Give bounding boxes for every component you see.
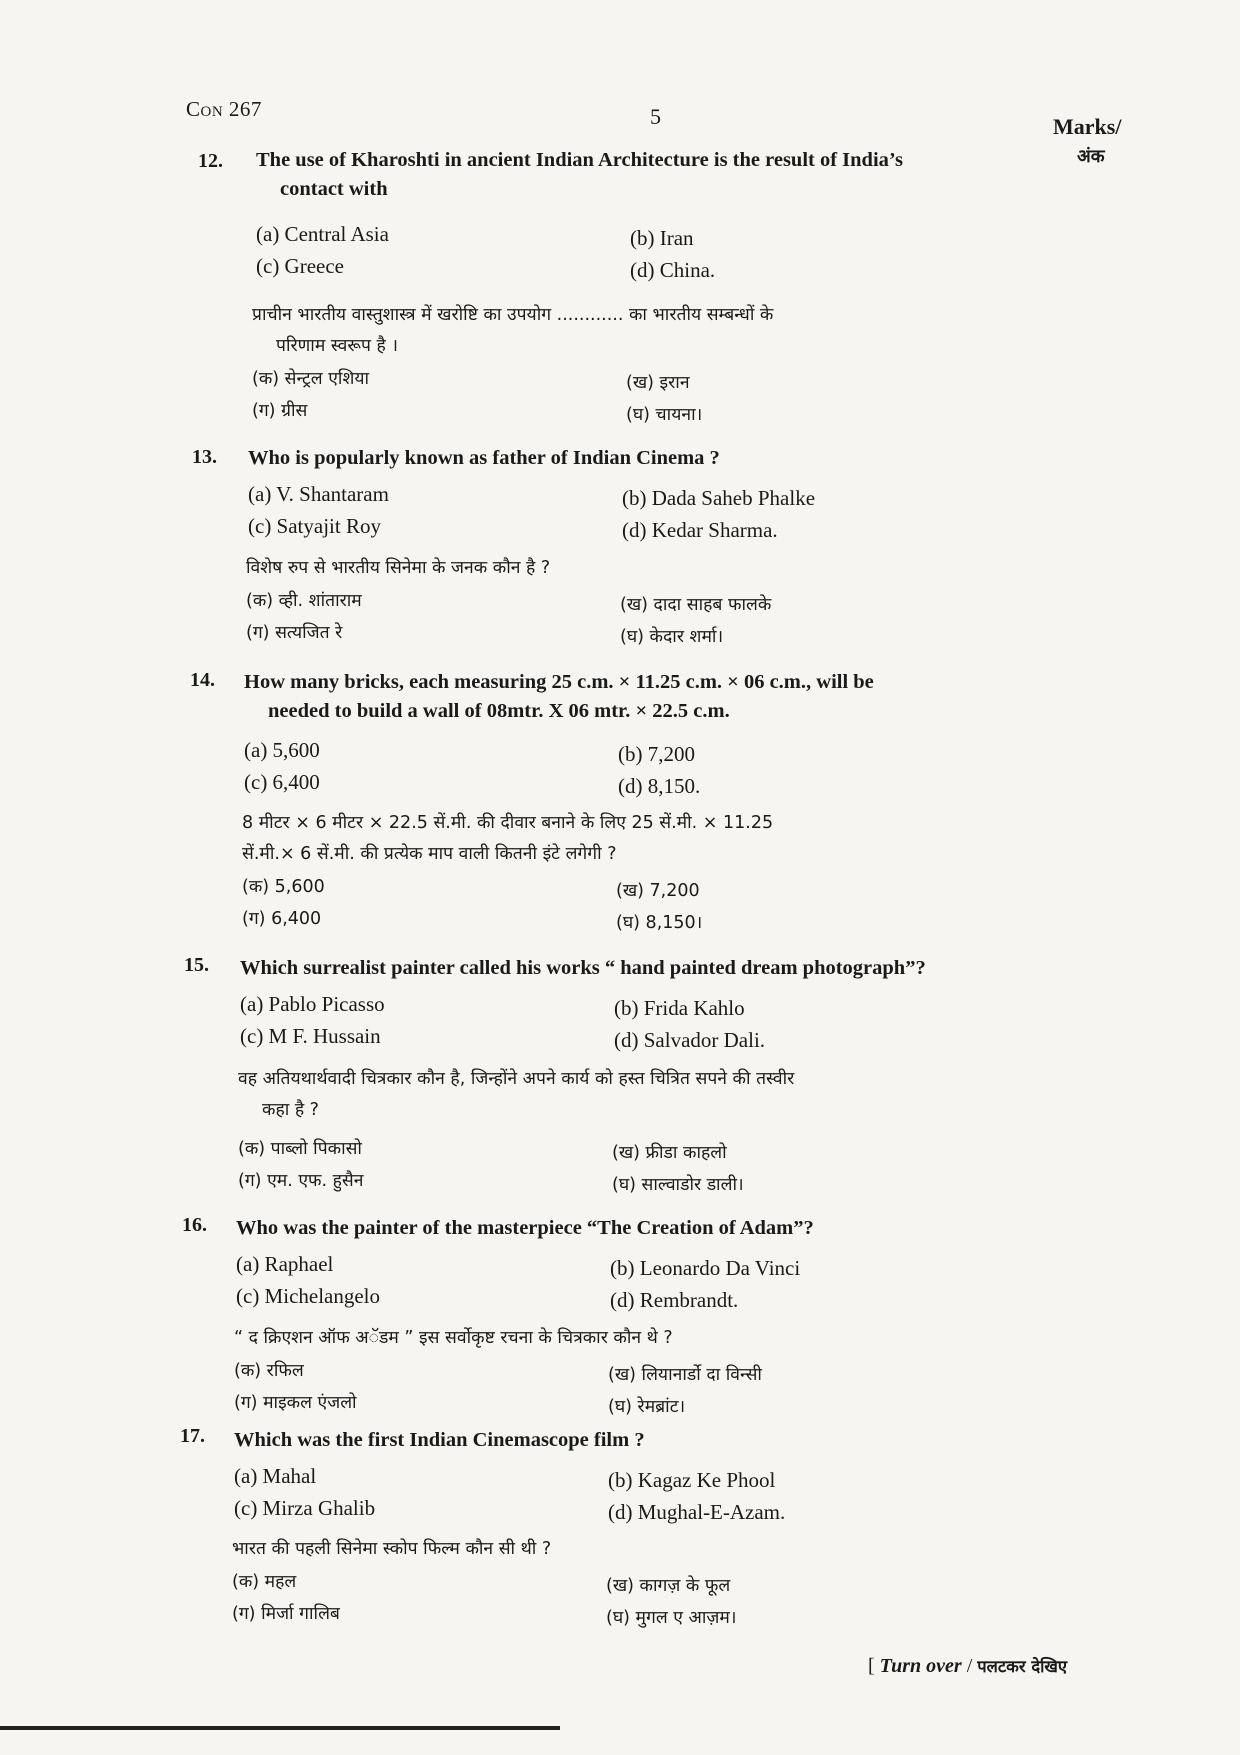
option-a: (a) Mahal <box>234 1464 317 1488</box>
question-number: 14. <box>190 669 215 691</box>
question-text-hindi: भारत की पहली सिनेमा स्कोप फिल्म कौन सी थी ? <box>232 1539 552 1559</box>
question-14-hindi <box>242 808 1102 870</box>
options-en <box>256 220 1116 284</box>
option-kha: (ख) कागज़ के फूल <box>606 1576 731 1596</box>
option-ga: (ग) मिर्जा गालिब <box>232 1604 340 1624</box>
paper-code: Con 267 <box>186 97 262 121</box>
option-gha: (घ) 8,150। <box>616 913 703 933</box>
question-text-hindi: कहा है ? <box>262 1100 319 1120</box>
options-hi <box>246 586 1106 650</box>
option-a: (a) Raphael <box>236 1252 334 1276</box>
option-d: (d) Rembrandt. <box>610 1288 739 1312</box>
option-a: (a) Pablo Picasso <box>240 992 385 1016</box>
question-number: 12. <box>198 150 223 172</box>
option-ka: (क) सेन्ट्रल एशिया <box>252 369 370 389</box>
option-d: (d) Mughal-E-Azam. <box>608 1500 786 1524</box>
question-text-hindi: विशेष रुप से भारतीय सिनेमा के जनक कौन है ? <box>246 558 551 578</box>
question-text-hindi: 8 मीटर × 6 मीटर × 22.5 सें.मी. की दीवार बनाने के लिए 25 सें.मी. × 11.25 <box>242 813 774 833</box>
options-hi <box>234 1356 1094 1420</box>
option-c: (c) Mirza Ghalib <box>234 1496 376 1520</box>
question-text-hindi: वह अतियथार्थवादी चित्रकार कौन है, जिन्होंने अपने कार्य को हस्त चित्रित सपने की तस्वीर <box>238 1069 795 1089</box>
options-hi <box>232 1567 1092 1631</box>
option-a: (a) Central Asia <box>256 222 389 246</box>
question-17-hindi <box>232 1534 1092 1565</box>
option-ka: (क) 5,600 <box>242 877 325 897</box>
question-number: 16. <box>182 1214 207 1236</box>
option-ka: (क) रफिल <box>234 1361 304 1381</box>
option-ka: (क) पाब्लो पिकासो <box>238 1139 362 1159</box>
option-a: (a) 5,600 <box>244 738 320 762</box>
question-text: Who was the painter of the masterpiece “The Creation of Adam”? <box>236 1217 814 1239</box>
option-b: (b) Leonardo Da Vinci <box>610 1256 801 1280</box>
question-text: Which surrealist painter called his works “ hand painted dream photograph”? <box>240 957 926 979</box>
question-15-hindi <box>238 1064 1098 1126</box>
option-b: (b) Frida Kahlo <box>614 996 745 1020</box>
option-b: (b) Iran <box>630 226 694 250</box>
options-en <box>240 990 1100 1054</box>
option-d: (d) Kedar Sharma. <box>622 518 778 542</box>
options-en <box>244 736 1104 800</box>
option-gha: (घ) मुगल ए आज़म। <box>606 1608 737 1628</box>
question-14 <box>244 668 1104 726</box>
option-gha: (घ) चायना। <box>626 405 703 425</box>
option-c: (c) Michelangelo <box>236 1284 381 1308</box>
option-ga: (ग) माइकल एंजलो <box>234 1393 357 1413</box>
option-b: (b) Kagaz Ke Phool <box>608 1468 776 1492</box>
question-text-hindi: प्राचीन भारतीय वास्तुशास्त्र में खरोष्टि का उपयोग ............ का भारतीय सम्बन्धों के <box>252 305 774 325</box>
option-kha: (ख) इरान <box>626 373 690 393</box>
question-number: 13. <box>192 446 217 468</box>
option-d: (d) China. <box>630 258 716 282</box>
page-number: 5 <box>650 104 661 129</box>
question-text-hindi: परिणाम स्वरूप है । <box>276 336 398 356</box>
option-ga: (ग) 6,400 <box>242 909 322 929</box>
turn-over-note: [ Turn over / पलटकर देखिए <box>868 1655 1067 1677</box>
option-b: (b) Dada Saheb Phalke <box>622 486 816 510</box>
question-text: How many bricks, each measuring 25 c.m. × 11.25 c.m. × 06 c.m., will be <box>244 671 874 693</box>
question-13-hindi <box>246 553 1106 584</box>
option-ga: (ग) एम. एफ. हुसैन <box>238 1171 364 1191</box>
option-ka: (क) महल <box>232 1572 297 1592</box>
question-12-hindi <box>252 300 1112 362</box>
option-c: (c) Satyajit Roy <box>248 514 381 538</box>
turn-over-en: Turn over <box>879 1655 962 1677</box>
option-a: (a) V. Shantaram <box>248 482 389 506</box>
question-number: 17. <box>180 1425 205 1447</box>
option-kha: (ख) दादा साहब फालके <box>620 595 772 615</box>
question-text: Who is popularly known as father of Indian Cinema ? <box>248 447 720 469</box>
options-hi <box>252 364 1112 428</box>
question-text: The use of Kharoshti in ancient Indian Architecture is the result of India’s <box>256 149 903 171</box>
option-d: (d) Salvador Dali. <box>614 1028 766 1052</box>
marks-heading-hindi: अंक <box>1077 146 1105 167</box>
option-c: (c) 6,400 <box>244 770 320 794</box>
option-gha: (घ) रेमब्रांट। <box>608 1397 686 1417</box>
question-text-hindi: सें.मी.× 6 सें.मी. की प्रत्येक माप वाली कितनी इंटे लगेगी ? <box>242 844 617 864</box>
question-text: Which was the first Indian Cinemascope film ? <box>234 1429 645 1451</box>
question-13 <box>248 444 1108 473</box>
option-kha: (ख) फ्रीडा काहलो <box>612 1143 727 1163</box>
question-number: 15. <box>184 954 209 976</box>
options-en <box>248 480 1108 544</box>
option-kha: (ख) लियानार्डो दा विन्सी <box>608 1365 762 1385</box>
option-b: (b) 7,200 <box>618 742 695 766</box>
question-16-hindi <box>234 1323 1094 1354</box>
options-hi <box>238 1134 1098 1198</box>
question-17 <box>234 1426 1094 1455</box>
option-kha: (ख) 7,200 <box>616 881 700 901</box>
question-16 <box>236 1214 1096 1243</box>
turn-over-hi: पलटकर देखिए <box>977 1657 1067 1676</box>
option-c: (c) Greece <box>256 254 344 278</box>
question-text: contact with <box>280 178 388 200</box>
options-hi <box>242 872 1102 936</box>
option-d: (d) 8,150. <box>618 774 701 798</box>
question-12 <box>256 146 1116 204</box>
question-text-hindi: “ द क्रिएशन ऑफ अॅडम ” इस सर्वोकृष्ट रचना के चित्रकार कौन थे ? <box>234 1328 673 1348</box>
question-text: needed to build a wall of 08mtr. X 06 mtr. × 22.5 c.m. <box>268 700 730 722</box>
scan-edge-line <box>0 1726 560 1730</box>
option-ka: (क) व्ही. शांताराम <box>246 591 362 611</box>
options-en <box>236 1250 1096 1314</box>
question-15 <box>240 954 1100 983</box>
marks-heading: Marks/ <box>1053 114 1122 139</box>
option-c: (c) M F. Hussain <box>240 1024 381 1048</box>
option-ga: (ग) ग्रीस <box>252 401 308 421</box>
option-ga: (ग) सत्यजित रे <box>246 623 343 643</box>
options-en <box>234 1462 1094 1526</box>
option-gha: (घ) साल्वाडोर डाली। <box>612 1175 744 1195</box>
option-gha: (घ) केदार शर्मा। <box>620 627 724 647</box>
